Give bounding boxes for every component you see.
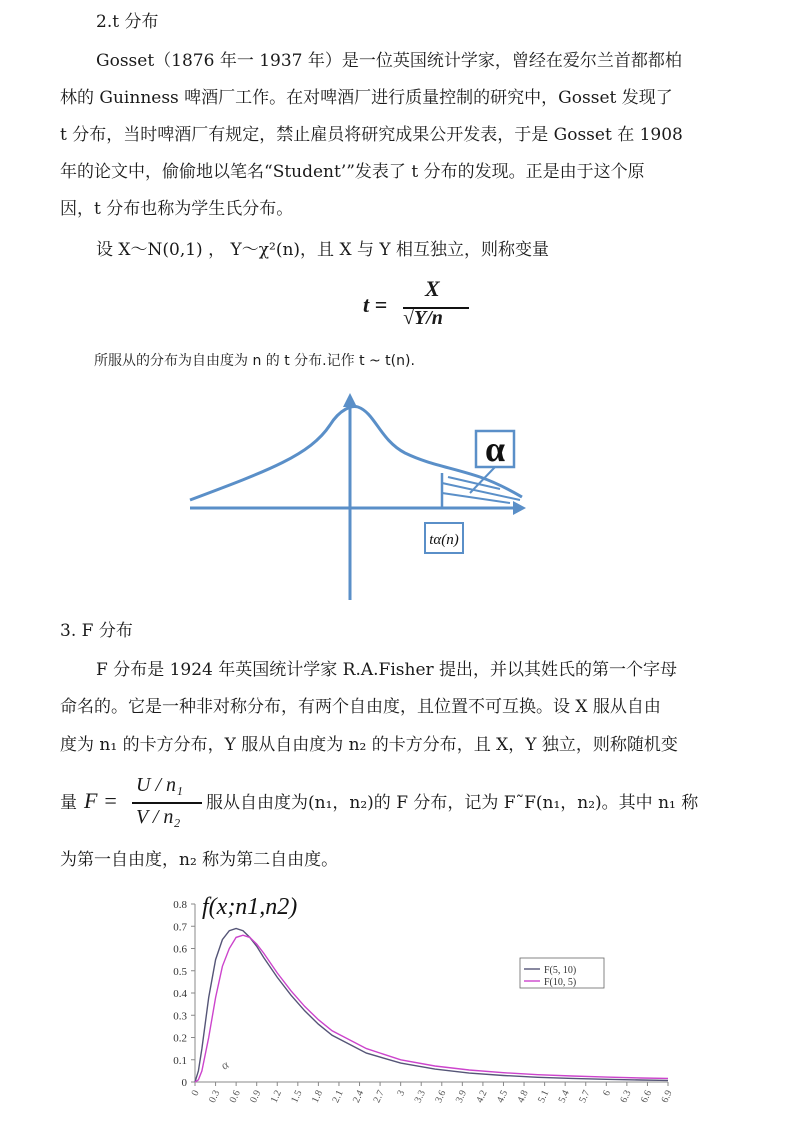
hatch-2 [442, 493, 510, 503]
f-formula-numerator: U / n₁ [136, 774, 183, 796]
x-tick-label: 0.6 [227, 1088, 243, 1105]
x-tick-label: 6.9 [659, 1088, 675, 1105]
section-t-heading: 2.t 分布 [96, 12, 159, 32]
y-tick-label: 0.7 [173, 921, 187, 934]
x-tick-label: 5.7 [577, 1088, 593, 1105]
f-para-line-3: 度为 n₁ 的卡方分布，Y 服从自由度为 n₂ 的卡方分布，且 X，Y 独立，则称随机变 [60, 735, 678, 755]
x-axis-arrow [513, 501, 526, 515]
x-tick-label: 2.4 [350, 1088, 367, 1105]
y-tick-label: 0.1 [173, 1054, 187, 1067]
x-tick-label: 4.2 [474, 1088, 490, 1105]
t-formula [363, 278, 483, 338]
legend-label-2: F(10, 5) [544, 977, 577, 988]
y-tick-label: 0.3 [173, 1010, 187, 1023]
t-distribution-figure [180, 385, 540, 610]
x-tick-label: 3.9 [453, 1088, 470, 1105]
f-formula-prefix: 量 [60, 793, 77, 813]
x-tick-label: 2.7 [371, 1088, 387, 1105]
para1-line-1: Gosset（1876 年一 1937 年）是一位英国统计学家，曾经在爱尔兰首都都柏 [96, 51, 682, 71]
f-para-line-1: F 分布是 1924 年英国统计学家 R.A.Fisher 提出，并以其姓氏的第一个字母 [96, 660, 678, 680]
series-line-2 [195, 935, 668, 1082]
f-formula [84, 772, 210, 832]
f-para-line-2: 命名的。它是一种非对称分布，有两个自由度，且位置不可互换。设 X 服从自由 [60, 697, 661, 717]
x-tick-label: 3 [395, 1088, 408, 1098]
after-formula-text: 所服从的分布为自由度为 n 的 t 分布.记作 t ~ t(n). [94, 353, 415, 369]
y-axis-arrow [343, 393, 357, 407]
f-last-line: 为第一自由度，n₂ 称为第二自由度。 [60, 850, 339, 870]
x-tick-label: 1.8 [309, 1088, 326, 1105]
x-tick-label: 0.9 [248, 1088, 264, 1105]
f-formula-suffix: 服从自由度为(n₁，n₂)的 F 分布，记为 F˜F(n₁，n₂)。其中 n₁ 称 [206, 793, 699, 813]
chart-title: f(x;n1,n2) [202, 894, 298, 920]
y-tick-label: 0.8 [173, 899, 187, 911]
t-formula-numerator: X [425, 276, 440, 301]
x-tick-label: 4.8 [515, 1088, 531, 1105]
y-tick-label: 0.5 [173, 965, 187, 978]
quantile-label: tα(n) [429, 532, 459, 548]
legend-label-1: F(5, 10) [544, 965, 577, 976]
f-formula-lhs: F = [84, 788, 118, 813]
series-line-1 [195, 929, 668, 1083]
x-tick-label: 6.6 [638, 1088, 655, 1105]
y-tick-label: 0.2 [173, 1032, 187, 1045]
f-formula-denominator: V / n₂ [136, 806, 181, 828]
x-tick-label: 6 [600, 1088, 614, 1098]
y-tick-label: 0 [181, 1077, 187, 1089]
f-distribution-chart [150, 892, 690, 1122]
x-tick-label: 3.3 [412, 1088, 428, 1105]
section-f-heading: 3. F 分布 [60, 621, 133, 641]
x-tick-label: 5.4 [556, 1088, 572, 1105]
x-tick-label: 6.3 [618, 1088, 634, 1105]
x-tick-label: 1.2 [268, 1088, 284, 1105]
x-tick-label: 3.6 [433, 1088, 449, 1105]
para2: 设 X～N(0,1) ， Y～χ²(n)，且 X 与 Y 相互独立，则称变量 [96, 240, 549, 260]
x-tick-label: 4.5 [494, 1088, 511, 1105]
t-formula-denominator: √Y/n [403, 307, 443, 329]
x-tick-label: 0 [189, 1088, 202, 1098]
para1-line-4: 年的论文中，偷偷地以笔名“Student’”发表了 t 分布的发现。正是由于这个原 [60, 162, 645, 182]
para1-line-5: 因，t 分布也称为学生氏分布。 [60, 199, 294, 219]
para1-line-3: t 分布，当时啤酒厂有规定，禁止雇员将研究成果公开发表，于是 Gosset 在 1908 [60, 125, 683, 145]
t-density-curve [190, 407, 522, 500]
y-tick-label: 0.6 [173, 943, 187, 956]
x-tick-label: 1.5 [289, 1088, 305, 1105]
para1-line-2: 林的 Guinness 啤酒厂工作。在对啤酒厂进行质量控制的研究中，Gosset 发现了 [60, 88, 673, 108]
f-fraction-bar [132, 802, 202, 804]
x-tick-label: 5.1 [536, 1088, 552, 1105]
t-formula-lhs: t = [363, 292, 388, 317]
x-tick-label: 2.1 [330, 1088, 346, 1105]
chart-annotation-alpha: α [218, 1057, 231, 1073]
alpha-label: α [484, 429, 506, 469]
x-tick-label: 0.3 [207, 1088, 223, 1105]
y-tick-label: 0.4 [173, 988, 187, 1000]
